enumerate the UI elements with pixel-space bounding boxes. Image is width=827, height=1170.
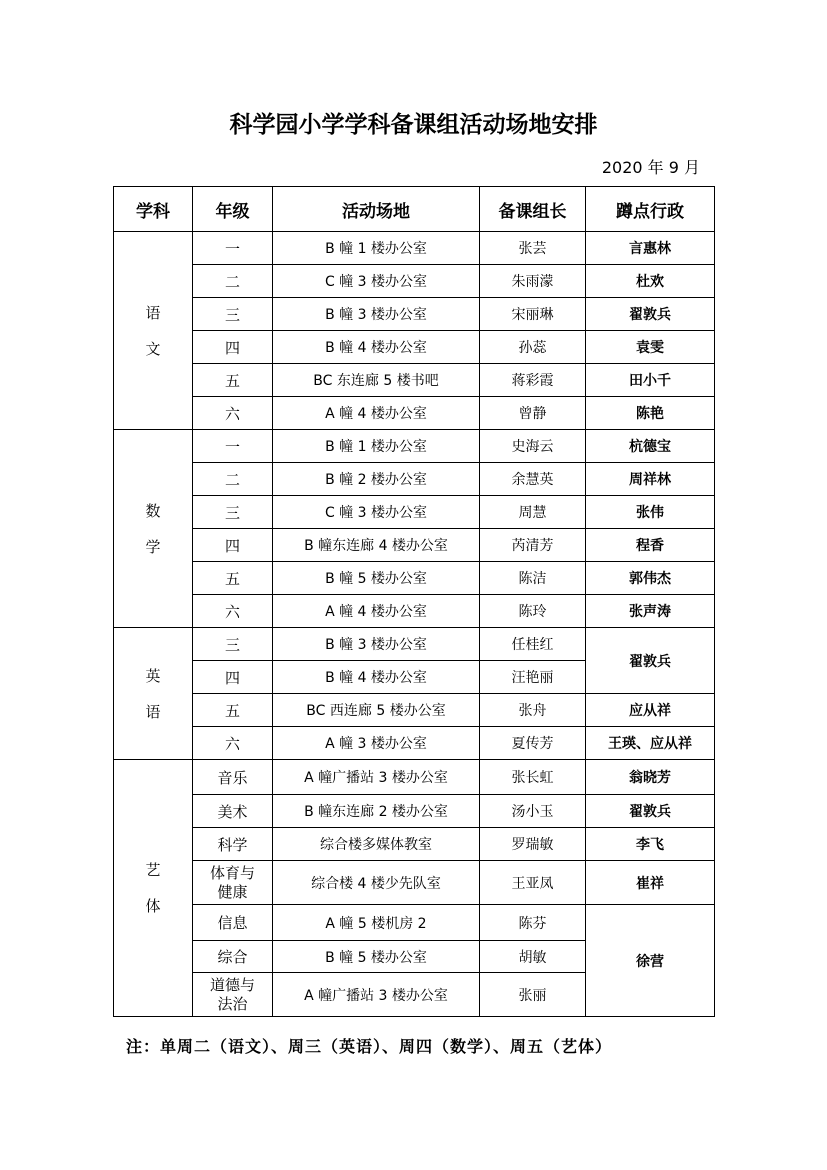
- leader-cell: 张芸: [480, 232, 586, 265]
- table-row: [114, 265, 715, 298]
- admin-cell: 翟敦兵: [586, 298, 715, 331]
- leader-cell: 周慧: [480, 496, 586, 529]
- grade-cell: 六: [193, 595, 273, 628]
- admin-cell: 崔祥: [586, 861, 715, 905]
- admin-cell: 杜欢: [586, 265, 715, 298]
- table-row: [114, 628, 715, 661]
- grade-line: 法治: [217, 994, 248, 1013]
- admin-cell: 周祥林: [586, 463, 715, 496]
- table-row: [114, 397, 715, 430]
- schedule-table: [113, 186, 715, 1017]
- place-cell: C 幢 3 楼办公室: [273, 265, 480, 298]
- subject-char: 数: [145, 501, 161, 520]
- table-row: [114, 595, 715, 628]
- admin-cell: 郭伟杰: [586, 562, 715, 595]
- leader-cell: 陈玲: [480, 595, 586, 628]
- subject-char: 语: [145, 303, 161, 322]
- admin-cell: 张声涛: [586, 595, 715, 628]
- leader-cell: 朱雨濛: [480, 265, 586, 298]
- table-row: [114, 828, 715, 861]
- leader-cell: 陈芬: [480, 905, 586, 941]
- place-cell: B 幢 3 楼办公室: [273, 628, 480, 661]
- header-subject: 学科: [114, 187, 193, 232]
- place-cell: A 幢 4 楼办公室: [273, 595, 480, 628]
- place-cell: B 幢 5 楼办公室: [273, 941, 480, 973]
- leader-cell: 余慧英: [480, 463, 586, 496]
- grade-cell: 三: [193, 496, 273, 529]
- admin-cell: 翟敦兵: [586, 795, 715, 828]
- subject-char: 艺: [145, 861, 161, 879]
- place-cell: 综合楼多媒体教室: [273, 828, 480, 861]
- leader-cell: 芮清芳: [480, 529, 586, 562]
- table-row: [114, 364, 715, 397]
- table-row: [114, 463, 715, 496]
- grade-line: 道德与: [209, 975, 255, 994]
- leader-cell: 曾静: [480, 397, 586, 430]
- place-cell: A 幢 3 楼办公室: [273, 727, 480, 760]
- leader-cell: 宋丽琳: [480, 298, 586, 331]
- grade-cell: 四: [193, 331, 273, 364]
- table-row: [114, 861, 715, 905]
- table-row: [114, 232, 715, 265]
- place-cell: B 幢 1 楼办公室: [273, 232, 480, 265]
- subject-char: 语: [145, 702, 161, 721]
- header-admin: 蹲点行政: [586, 187, 715, 232]
- date-label: 2020 年 9 月: [601, 158, 700, 177]
- grade-cell: 四: [193, 661, 273, 694]
- table-row: [114, 331, 715, 364]
- leader-cell: 汤小玉: [480, 795, 586, 828]
- grade-cell: 四: [193, 529, 273, 562]
- place-cell: A 幢广播站 3 楼办公室: [273, 760, 480, 795]
- place-cell: 综合楼 4 楼少先队室: [273, 861, 480, 905]
- place-cell: BC 西连廊 5 楼办公室: [273, 694, 480, 727]
- table-row: [114, 760, 715, 795]
- leader-cell: 胡敏: [480, 941, 586, 973]
- grade-cell: 五: [193, 364, 273, 397]
- grade-cell: 二: [193, 265, 273, 298]
- subject-char: 体: [145, 897, 161, 915]
- admin-cell: 言惠林: [586, 232, 715, 265]
- place-cell: C 幢 3 楼办公室: [273, 496, 480, 529]
- leader-cell: 张长虹: [480, 760, 586, 795]
- admin-cell: 王瑛、应从祥: [586, 727, 715, 760]
- leader-cell: 史海云: [480, 430, 586, 463]
- table-header-row: [114, 187, 715, 232]
- subject-char: 学: [145, 537, 161, 556]
- grade-cell: [193, 973, 273, 1017]
- table-row: [114, 795, 715, 828]
- place-cell: B 幢 4 楼办公室: [273, 331, 480, 364]
- table-row: [114, 298, 715, 331]
- subject-cell: [114, 628, 193, 760]
- table-row: [114, 529, 715, 562]
- page-title: 科学园小学学科备课组活动场地安排: [229, 112, 598, 138]
- grade-cell: [193, 861, 273, 905]
- admin-cell: 陈艳: [586, 397, 715, 430]
- grade-line: 体育与: [209, 863, 255, 882]
- place-cell: B 幢东连廊 2 楼办公室: [273, 795, 480, 828]
- admin-cell: 杭德宝: [586, 430, 715, 463]
- grade-cell: 美术: [193, 795, 273, 828]
- place-cell: B 幢 3 楼办公室: [273, 298, 480, 331]
- place-cell: A 幢 5 楼机房 2: [273, 905, 480, 941]
- grade-cell: 音乐: [193, 760, 273, 795]
- place-cell: A 幢广播站 3 楼办公室: [273, 973, 480, 1017]
- grade-cell: 六: [193, 397, 273, 430]
- place-cell: B 幢东连廊 4 楼办公室: [273, 529, 480, 562]
- admin-cell: 徐营: [586, 905, 715, 1017]
- subject-cell: [114, 232, 193, 430]
- leader-cell: 孙蕊: [480, 331, 586, 364]
- header-place: 活动场地: [273, 187, 480, 232]
- header-grade: 年级: [193, 187, 273, 232]
- place-cell: B 幢 1 楼办公室: [273, 430, 480, 463]
- table-row: [114, 694, 715, 727]
- leader-cell: 张丽: [480, 973, 586, 1017]
- leader-cell: 张舟: [480, 694, 586, 727]
- admin-cell: 翁晓芳: [586, 760, 715, 795]
- grade-cell: 二: [193, 463, 273, 496]
- leader-cell: 王亚凤: [480, 861, 586, 905]
- place-cell: A 幢 4 楼办公室: [273, 397, 480, 430]
- admin-cell: 应从祥: [586, 694, 715, 727]
- admin-cell: 张伟: [586, 496, 715, 529]
- footnote: 注：单周二（语文）、周三（英语）、周四（数学）、周五（艺体）: [126, 1037, 613, 1056]
- leader-cell: 蒋彩霞: [480, 364, 586, 397]
- grade-cell: 六: [193, 727, 273, 760]
- grade-cell: 一: [193, 232, 273, 265]
- place-cell: B 幢 2 楼办公室: [273, 463, 480, 496]
- table-row: [114, 430, 715, 463]
- admin-cell: 程香: [586, 529, 715, 562]
- table-row: [114, 905, 715, 941]
- leader-cell: 汪艳丽: [480, 661, 586, 694]
- leader-cell: 罗瑞敏: [480, 828, 586, 861]
- admin-cell: 袁雯: [586, 331, 715, 364]
- table-row: [114, 562, 715, 595]
- leader-cell: 任桂红: [480, 628, 586, 661]
- grade-cell: 三: [193, 298, 273, 331]
- subject-char: 文: [145, 339, 161, 358]
- grade-cell: 信息: [193, 905, 273, 941]
- grade-cell: 科学: [193, 828, 273, 861]
- place-cell: B 幢 5 楼办公室: [273, 562, 480, 595]
- admin-cell: 翟敦兵: [586, 628, 715, 694]
- grade-cell: 综合: [193, 941, 273, 973]
- table-row: [114, 496, 715, 529]
- header-leader: 备课组长: [480, 187, 586, 232]
- admin-cell: 李飞: [586, 828, 715, 861]
- grade-cell: 五: [193, 562, 273, 595]
- subject-char: 英: [145, 666, 161, 685]
- admin-cell: 田小千: [586, 364, 715, 397]
- place-cell: B 幢 4 楼办公室: [273, 661, 480, 694]
- subject-cell: [114, 430, 193, 628]
- subject-cell: [114, 760, 193, 1017]
- grade-line: 健康: [217, 882, 248, 901]
- grade-cell: 一: [193, 430, 273, 463]
- grade-cell: 三: [193, 628, 273, 661]
- place-cell: BC 东连廊 5 楼书吧: [273, 364, 480, 397]
- grade-cell: 五: [193, 694, 273, 727]
- table-row: [114, 727, 715, 760]
- leader-cell: 陈洁: [480, 562, 586, 595]
- leader-cell: 夏传芳: [480, 727, 586, 760]
